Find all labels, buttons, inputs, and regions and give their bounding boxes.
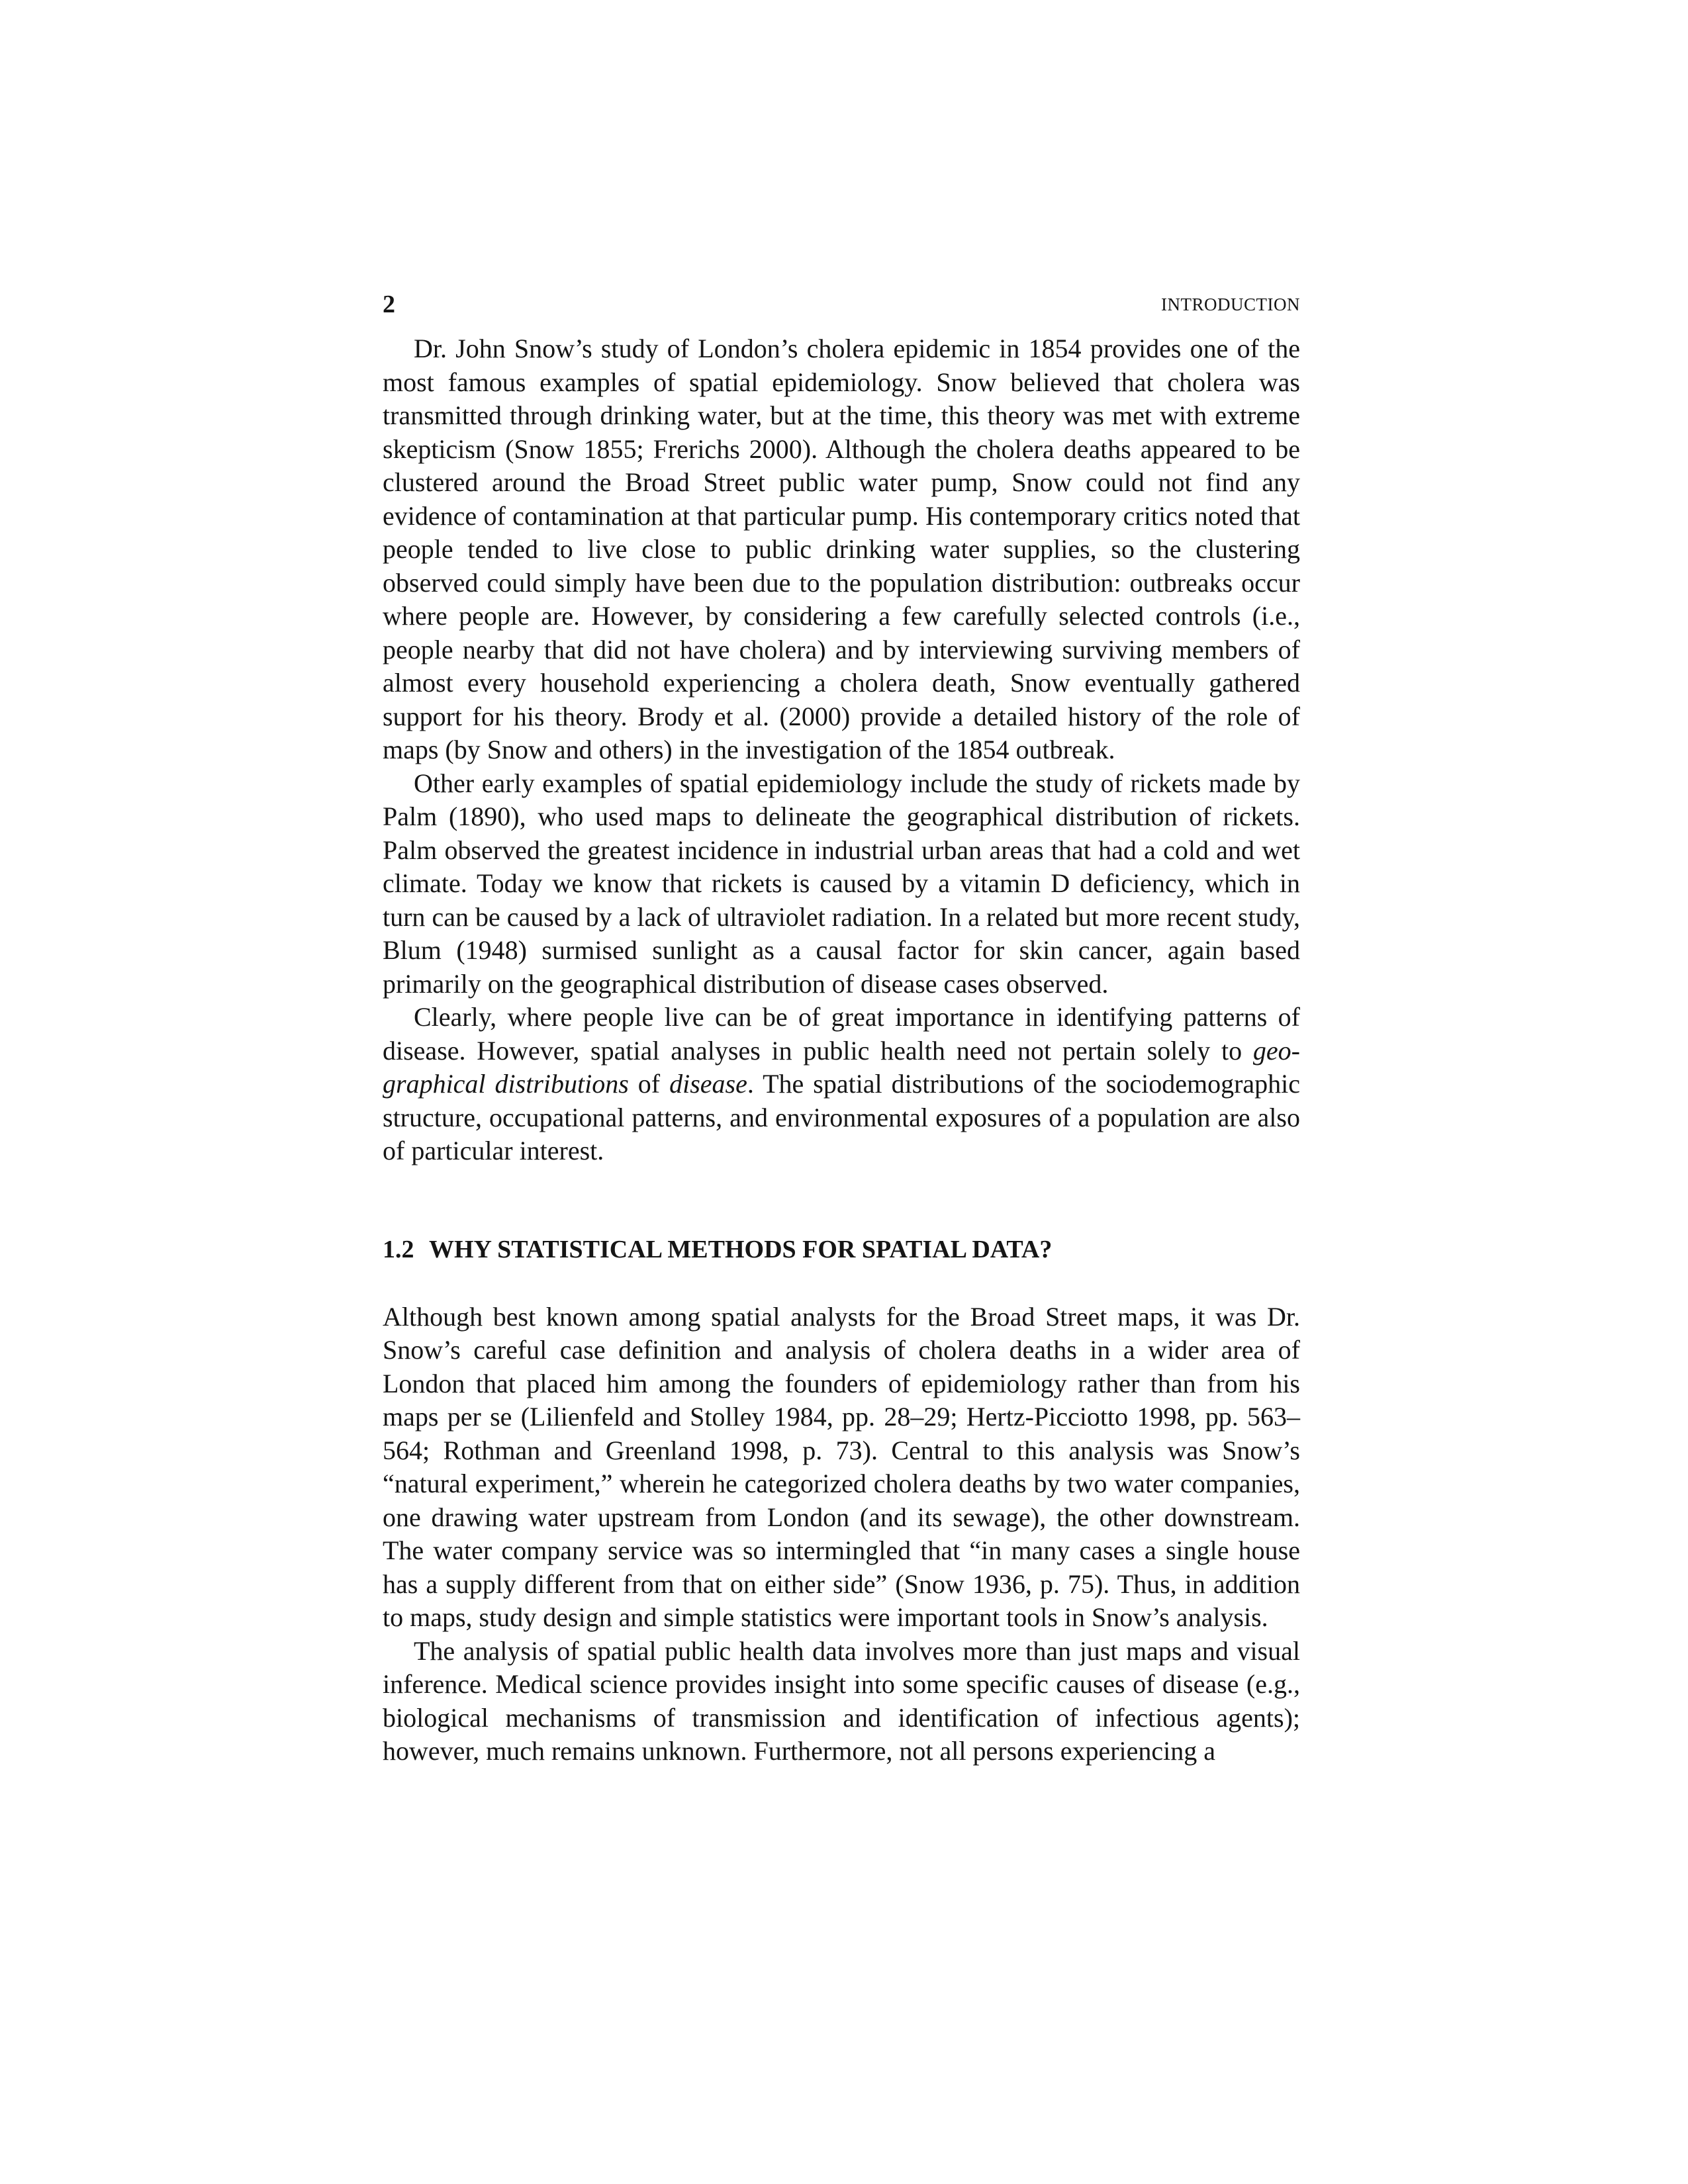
paragraph-natural-experiment: Although best known among spatial analysts for the Broad Street maps, it was Dr. Snow’s careful case definition and analysis of cholera deaths in a wider area of London that placed him among the founders of epidemiology rather than from his maps per se (Lilienfeld and Stolley 1984, pp. 28–29; Hertz-Picciotto 1998, pp. 563–564; Rothman and Greenland 1998, p. 73). Central to this analysis was Snow’s “natural experiment,” wherein he categorized cholera deaths by two water companies, one drawing water upstream from London (and its sewage), the other downstream. The water company service was so intermingled that “in many cases a single house has a supply different from that on either side” (Snow 1936, p. 75). Thus, in addition to maps, study design and simple statistics were important tools in Snow’s analysis. [383,1301,1300,1632]
section-title: WHY STATISTICAL METHODS FOR SPATIAL DATA? [429,1235,1053,1263]
page-number: 2 [383,291,395,318]
paragraph-text: Clearly, where people live can be of great importance in identifying patterns of disease. However, spatial analyses in public health need not pertain solely to [383,1002,1300,1066]
paragraph-where-people-live [383,1001,1300,1168]
paragraph-analysis: The analysis of spatial public health data involves more than just maps and visual inference. Medical science provides insight into some specific causes of disease (e.g., biological mechanisms of transmission and identification of infectious agents); however, much remains unknown. Furthermore, not all persons experiencing a [383,1635,1300,1766]
section-number: 1.2 [383,1235,414,1263]
italic-phrase: disease [669,1069,747,1099]
paragraph-text: of [628,1069,670,1099]
paragraph-text: . The spatial distributions of the sociodemographic structure, occupational patterns, and environmental exposures of a population are also of particular interest. [383,1069,1301,1165]
running-title: INTRODUCTION [1161,295,1300,314]
paragraph-snow-cholera: Dr. John Snow’s study of London’s cholera epidemic in 1854 provides one of the most famous examples of spatial epidemiology. Snow believed that cholera was transmitted through drinking water, but at the time, this theory was met with extreme skepticism (Snow 1855; Frerichs 2000). Although the cholera deaths appeared to be clustered around the Broad Street public water pump, Snow could not find any evidence of contamination at that particular pump. His contemporary critics noted that people tended to live close to public drinking water supplies, so the clustering observed could simply have been due to the population distribution: outbreaks occur where people are. However, by considering a few carefully selected controls (i.e., people nearby that did not have cholera) and by interviewing surviving members of almost every household experiencing a cholera death, Snow eventually gathered support for his theory. Brody et al. (2000) provide a detailed history of the role of maps (by Snow and others) in the investigation of the 1854 outbreak. [383,334,1300,764]
book-page [383,285,1300,1768]
section-heading [383,1233,1300,1266]
body-text [383,332,1300,1768]
running-head [383,285,1300,324]
italic-phrase: geographical distributions [383,1035,1300,1099]
paragraph-rickets: Other early examples of spatial epidemiology include the study of rickets made by Palm (1890), who used maps to delineate the geographical distribution of rickets. Palm observed the greatest incidence in industrial urban areas that had a cold and wet climate. Today we know that rickets is caused by a vitamin D deficiency, which in turn can be caused by a lack of ultraviolet radiation. In a related but more recent study, Blum (1948) surmised sunlight as a causal factor for skin cancer, again based primarily on the geographical distribution of disease cases observed. [383,768,1300,999]
